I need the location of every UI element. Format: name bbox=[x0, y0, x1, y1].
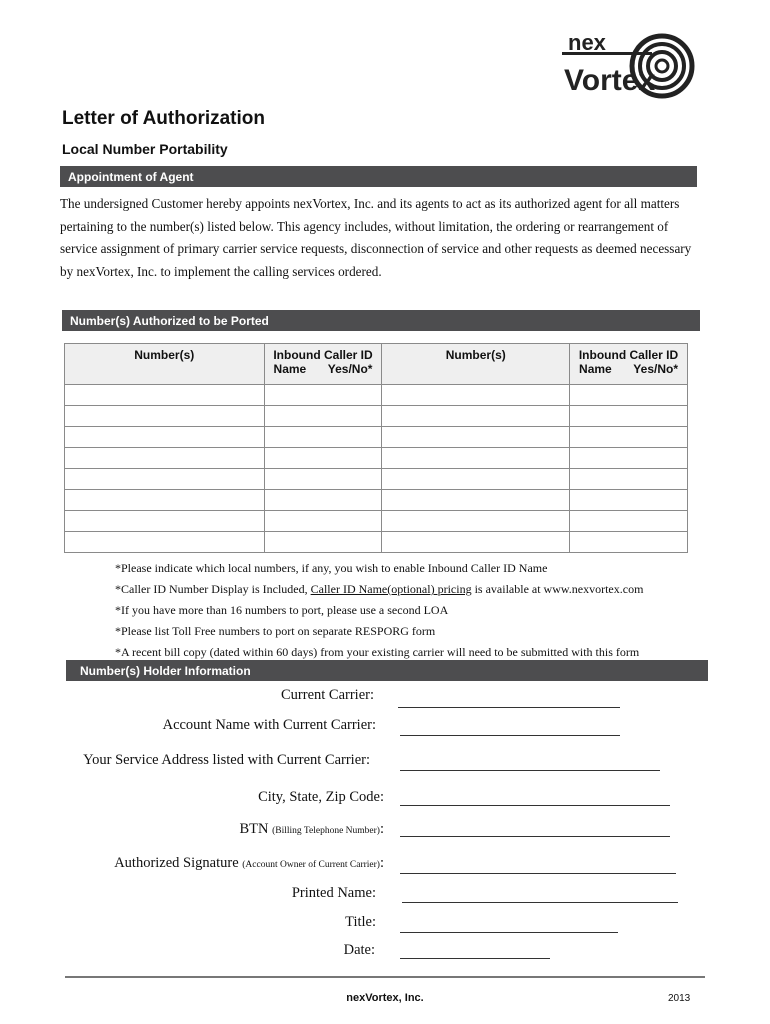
col-header-callerid-label: Inbound Caller ID bbox=[578, 348, 679, 362]
signature-label: Authorized Signature (Account Owner of Current Carrier): bbox=[114, 855, 384, 871]
footer-year: 2013 bbox=[668, 993, 691, 1004]
service-address-label: Your Service Address listed with Current Carrier: bbox=[83, 752, 370, 768]
section-heading-holder: Number(s) Holder Information bbox=[66, 660, 708, 681]
number-cell[interactable] bbox=[65, 448, 265, 469]
col-header-name-label: Name bbox=[273, 362, 307, 376]
col-header-callerid-2 bbox=[570, 344, 688, 385]
number-cell[interactable] bbox=[65, 385, 265, 406]
number-cell[interactable] bbox=[65, 532, 265, 553]
number-cell[interactable] bbox=[382, 427, 570, 448]
callerid-cell[interactable] bbox=[264, 469, 382, 490]
note-callerid-pricing bbox=[115, 579, 643, 600]
account-name-label: Account Name with Current Carrier: bbox=[162, 717, 376, 733]
table-row bbox=[65, 469, 688, 490]
section-heading-agent: Appointment of Agent bbox=[60, 166, 697, 187]
table-row bbox=[65, 532, 688, 553]
note-bill-copy: *A recent bill copy (dated within 60 days) from your existing carrier will need to be submitted with this form bbox=[115, 645, 640, 659]
note-toll-free: *Please list Toll Free numbers to port on separate RESPORG form bbox=[115, 624, 436, 638]
table-row bbox=[65, 511, 688, 532]
callerid-cell[interactable] bbox=[570, 448, 688, 469]
number-cell[interactable] bbox=[382, 469, 570, 490]
printed-name-label: Printed Name: bbox=[291, 885, 376, 901]
col-header-yesno-label: Yes/No* bbox=[633, 362, 678, 376]
number-cell[interactable] bbox=[382, 385, 570, 406]
btn-label: BTN (Billing Telephone Number): bbox=[239, 821, 384, 837]
number-cell[interactable] bbox=[65, 490, 265, 511]
logo-vortex: Vortex bbox=[564, 64, 656, 97]
note-pricing-post: is available at www.nexvortex.com bbox=[471, 582, 644, 596]
number-cell[interactable] bbox=[65, 406, 265, 427]
number-cell[interactable] bbox=[382, 532, 570, 553]
number-cell[interactable] bbox=[382, 448, 570, 469]
callerid-cell[interactable] bbox=[570, 385, 688, 406]
date-label: Date: bbox=[343, 942, 375, 958]
number-cell[interactable] bbox=[382, 406, 570, 427]
footer-divider bbox=[65, 976, 705, 978]
callerid-cell[interactable] bbox=[570, 406, 688, 427]
table-row bbox=[65, 490, 688, 511]
numbers-table bbox=[64, 343, 688, 553]
note-pricing-pre: *Caller ID Number Display is Included, bbox=[115, 582, 311, 596]
col-header-number-2: Number(s) bbox=[382, 344, 570, 385]
note-second-loa: *If you have more than 16 numbers to port, please use a second LOA bbox=[115, 603, 449, 617]
number-cell[interactable] bbox=[382, 511, 570, 532]
callerid-cell[interactable] bbox=[264, 406, 382, 427]
table-row bbox=[65, 427, 688, 448]
current-carrier-field[interactable] bbox=[398, 707, 620, 708]
date-field[interactable] bbox=[400, 958, 550, 959]
signature-note: (Account Owner of Current Carrier) bbox=[242, 860, 380, 870]
number-cell[interactable] bbox=[65, 511, 265, 532]
callerid-cell[interactable] bbox=[570, 490, 688, 511]
number-cell[interactable] bbox=[382, 490, 570, 511]
agent-paragraph: The undersigned Customer hereby appoints nexVortex, Inc. and its agents to act as its authorized agent for all matters pertaining to the number(s) listed below. This agency includes, without limitation, the ordering or rearrangement of service assignment of primary carrier service requests, disconnection of service and other requests as deemed necessary by nexVortex, Inc. to implement the calling services ordered. bbox=[60, 196, 692, 279]
title-label: Title: bbox=[345, 914, 376, 930]
col-header-name-label: Name bbox=[579, 362, 612, 376]
nexvortex-logo bbox=[560, 30, 695, 102]
callerid-cell[interactable] bbox=[264, 511, 382, 532]
callerid-cell[interactable] bbox=[570, 511, 688, 532]
callerid-cell[interactable] bbox=[570, 469, 688, 490]
table-row bbox=[65, 385, 688, 406]
callerid-cell[interactable] bbox=[570, 427, 688, 448]
callerid-cell[interactable] bbox=[264, 490, 382, 511]
table-header-row bbox=[65, 344, 688, 385]
btn-label-text: BTN bbox=[239, 821, 269, 837]
current-carrier-label: Current Carrier: bbox=[280, 687, 374, 703]
logo-nex: nex bbox=[568, 30, 606, 55]
page-subtitle: Local Number Portability bbox=[62, 141, 228, 157]
city-state-zip-label: City, State, Zip Code: bbox=[258, 789, 384, 805]
table-row bbox=[65, 448, 688, 469]
callerid-cell[interactable] bbox=[570, 532, 688, 553]
col-header-number-1: Number(s) bbox=[65, 344, 265, 385]
pricing-link[interactable]: Caller ID Name(optional) pricing bbox=[310, 582, 472, 596]
col-header-yesno-label: Yes/No* bbox=[327, 362, 373, 376]
number-cell[interactable] bbox=[65, 427, 265, 448]
service-address-field[interactable] bbox=[400, 770, 660, 771]
notes-list bbox=[115, 558, 643, 663]
btn-field[interactable] bbox=[400, 836, 670, 837]
col-header-callerid-1 bbox=[264, 344, 382, 385]
city-state-zip-field[interactable] bbox=[400, 805, 670, 806]
account-name-field[interactable] bbox=[400, 735, 620, 736]
page-title: Letter of Authorization bbox=[62, 108, 265, 129]
footer-company: nexVortex, Inc. bbox=[346, 992, 424, 1004]
printed-name-field[interactable] bbox=[402, 902, 678, 903]
callerid-cell[interactable] bbox=[264, 427, 382, 448]
callerid-cell[interactable] bbox=[264, 532, 382, 553]
btn-note: (Billing Telephone Number) bbox=[272, 826, 380, 836]
note-callerid-name: *Please indicate which local numbers, if any, you wish to enable Inbound Caller ID Name bbox=[115, 561, 548, 575]
table-row bbox=[65, 406, 688, 427]
callerid-cell[interactable] bbox=[264, 385, 382, 406]
number-cell[interactable] bbox=[65, 469, 265, 490]
section-heading-numbers: Number(s) Authorized to be Ported bbox=[62, 310, 700, 331]
title-field[interactable] bbox=[400, 932, 618, 933]
signature-label-text: Authorized Signature bbox=[114, 855, 239, 871]
col-header-callerid-label: Inbound Caller ID bbox=[273, 348, 373, 362]
signature-field[interactable] bbox=[400, 873, 676, 874]
callerid-cell[interactable] bbox=[264, 448, 382, 469]
